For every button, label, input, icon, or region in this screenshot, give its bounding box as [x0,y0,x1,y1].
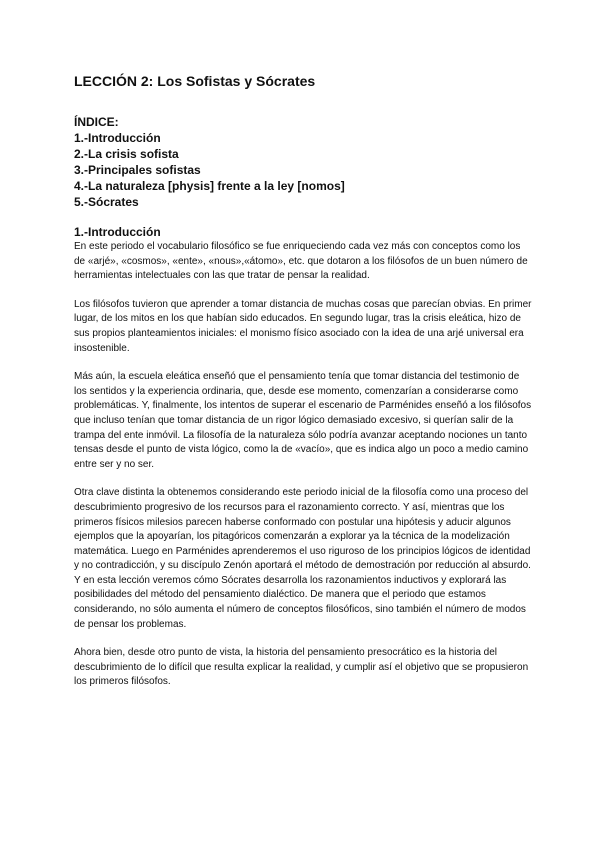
page-title: LECCIÓN 2: Los Sofistas y Sócrates [74,73,316,89]
section-heading: 1.-Introducción [74,225,161,239]
document-page [74,72,534,704]
paragraph: Ahora bien, desde otro punto de vista, la historia del pensamiento presocrático es la historia del descubrimiento de lo difícil que resulta explicar la realidad, y cumplir así el objetivo que se propusieron los primeros filósofos. [74,647,529,688]
paragraph: Más aún, la escuela eleática enseñó que el pensamiento tenía que tomar distancia del testimonio de los sentidos y la experiencia ordinaria, que, desde ese momento, comenzarían a considerarse como problemáticas. Y, finalmente, los intentos de superar el escenario de Parménides enseñó a los filósofos que incluso tenían que tomar distancia de un rigor lógico demasiado excesivo, si querían salir de la trampa del ente inmóvil. La filosofía de la naturaleza sólo podría avanzar aceptando nociones un tanto tensas desde el punto de vista lógico, como la de «vacío», que es indica algo un poco a medio camino entre ser y no ser. [74,371,532,470]
paragraph: En este periodo el vocabulario filosófico se fue enriqueciendo cada vez más con conceptos como los de «arjé», «cosmos», «ente», «nous»,«átomo», etc. que dotaron a los filósofos de un buen número de herramientas intelectuales con las que tratar de pensar la realidad. [74,241,528,282]
index-item: 3.-Principales sofistas [74,163,201,177]
index-heading: ÍNDICE: [74,115,119,129]
paragraph: Otra clave distinta la obtenemos considerando este periodo inicial de la filosofía como una proceso del descubrimiento progresivo de los recursos para el razonamiento correcto. Y así, mientras que los primeros físicos milesios parecen haberse conformado con postular una hipótesis y aducir algunos ejemplos que la apoyarían, los pitagóricos comenzarán a explorar ya la técnica de la modelización matemática. Luego en Parménides aprenderemos el uso riguroso de los principios lógicos de identidad y no contradicción, y su discípulo Zenón aportará el método de demostración por reducción al absurdo. Y en esta lección veremos cómo Sócrates desarrolla los razonamientos inductivos y explorará las posibilidades del método del pensamiento dialéctico. De manera que el periodo que estamos considerando, no sólo aumenta el número de conceptos filosóficos, sino también el número de modos de pensar los problemas. [74,487,531,630]
paragraph: Los filósofos tuvieron que aprender a tomar distancia de muchas cosas que parecían obvias. En primer lugar, de los mitos en los que habían sido educados. En segundo lugar, tras la crisis eleática, hizo de sus propios planteamientos iniciales: el monismo físico asociado con la idea de una arjé universal era insostenible. [74,298,532,354]
index-item: 5.-Sócrates [74,195,139,209]
index-block [74,114,534,210]
index-item: 1.-Introducción [74,131,161,145]
index-item: 4.-La naturaleza [physis] frente a la ley [nomos] [74,179,345,193]
index-item: 2.-La crisis sofista [74,147,179,161]
